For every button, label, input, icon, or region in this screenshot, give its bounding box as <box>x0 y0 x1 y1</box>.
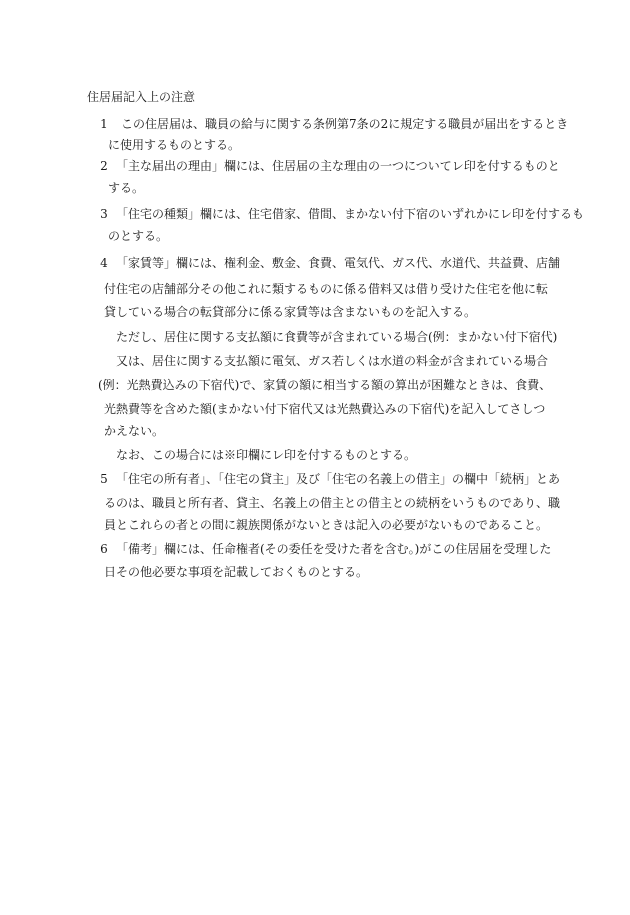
item-line: (例：光熱費込みの下宿代)で、家賃の額に相当する額の算出が困難なときは、食費、 <box>98 378 552 392</box>
item-line: 「主な届出の理由」欄には、住居届の主な理由の一つについてレ印を付するものと <box>116 159 560 173</box>
item-line: のとする。 <box>108 229 169 243</box>
item-line: 光熱費等を含めた額(まかない付下宿代又は光熱費込みの下宿代)を記入してさしつ <box>104 402 546 416</box>
item-line: 「備考」欄には、任命権者(その委任を受けた者を含む。)がこの住居届を受理した <box>116 542 552 556</box>
item-number: 6 <box>100 542 108 556</box>
item-number: 1 <box>100 117 108 131</box>
item-number: 5 <box>100 472 108 486</box>
item-line: るのは、職員と所有者、貸主、名義上の借主との借主との続柄をいうものであり、職 <box>104 496 561 510</box>
document-title: 住居届記入上の注意 <box>87 90 196 104</box>
item-line: なお、この場合には※印欄にレ印を付するものとする。 <box>116 448 417 462</box>
item-line: 「家賃等」欄には、権利金、敷金、食費、電気代、ガス代、水道代、共益費、店舗 <box>116 256 561 270</box>
item-line: 日その他必要な事項を記載しておくものとする。 <box>104 565 369 579</box>
item-line: かえない。 <box>104 424 165 438</box>
item-number: 3 <box>100 207 108 221</box>
item-number: 2 <box>100 159 108 173</box>
item-line: ただし、居住に関する支払額に食費等が含まれている場合(例：まかない付下宿代) <box>116 330 558 344</box>
item-line: 「住宅の種類」欄には、住宅借家、借間、まかない付下宿のいずれかにレ印を付するも <box>116 207 585 221</box>
item-line: に使用するものとする。 <box>108 138 241 152</box>
item-line: 又は、居住に関する支払額に電気、ガス若しくは水道の料金が含まれている場合 <box>116 354 549 368</box>
item-number: 4 <box>100 256 108 270</box>
item-line: 付住宅の店舗部分その他これに類するものに係る借料又は借り受けた住宅を他に転 <box>104 282 549 296</box>
item-line: 「住宅の所有者」、「住宅の貸主」及び「住宅の名義上の借主」の欄中「続柄」とあ <box>116 472 561 486</box>
item-line: 貸している場合の転貸部分に係る家賃等は含まないものを記入する。 <box>104 305 477 319</box>
item-line: する。 <box>108 181 145 195</box>
item-line: 員とこれらの者との間に親族関係がないときは記入の必要がないものであること。 <box>104 518 549 532</box>
item-line: この住居届は、職員の給与に関する条例第7条の2に規定する職員が届出をするとき <box>121 117 569 131</box>
